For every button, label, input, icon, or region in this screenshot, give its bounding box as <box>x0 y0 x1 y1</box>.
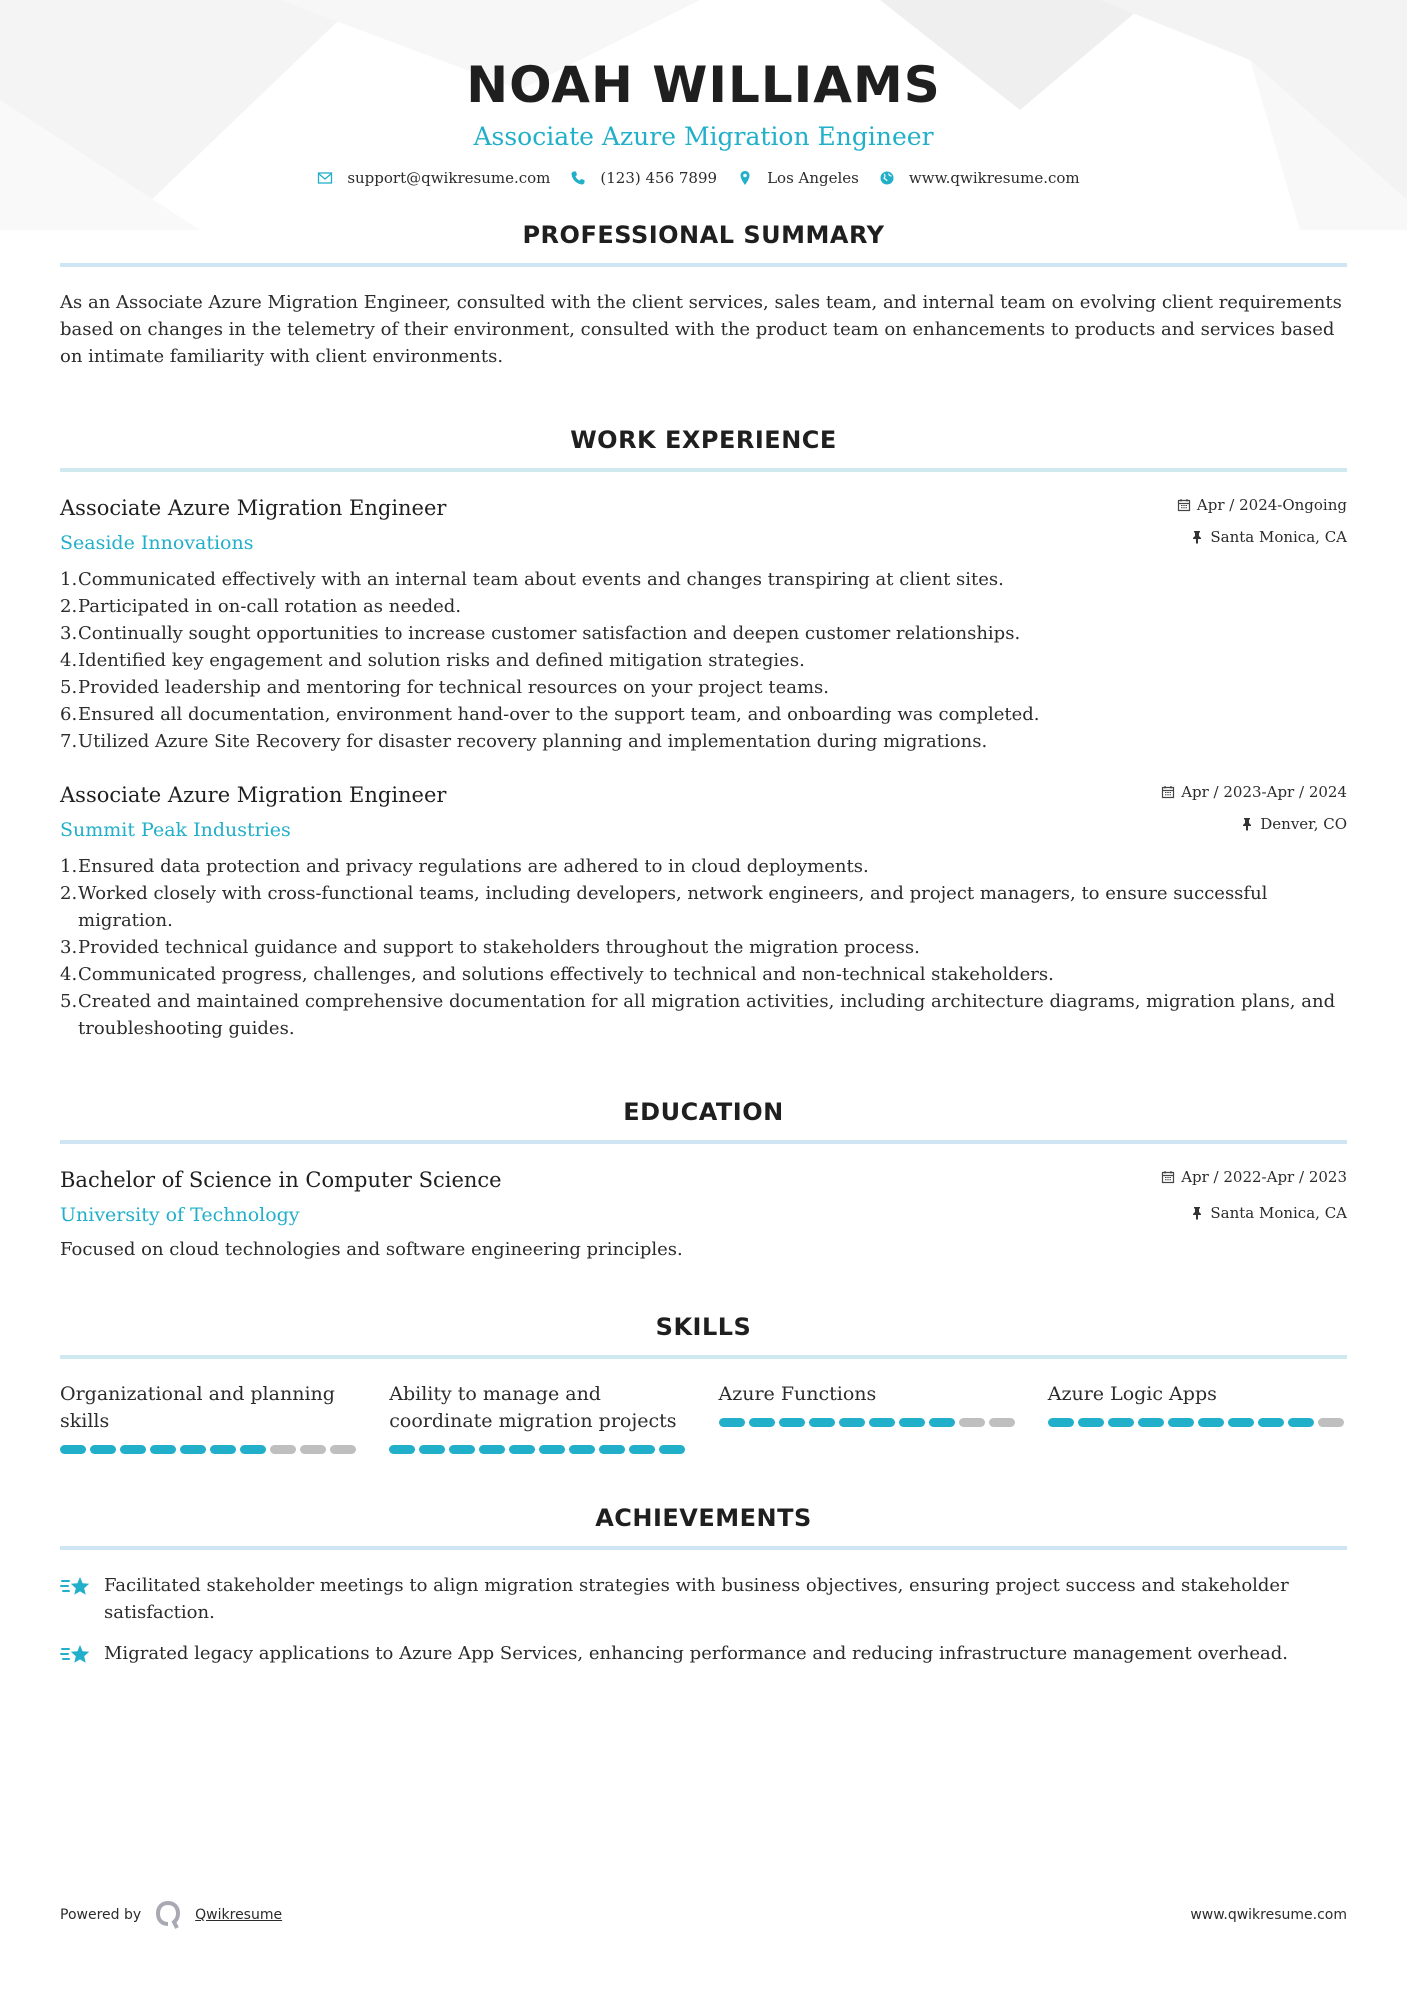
skill-segment-filled <box>929 1418 955 1427</box>
shooting-star-icon <box>60 1642 92 1670</box>
contact-row <box>60 169 1347 187</box>
contact-website[interactable] <box>879 169 1080 187</box>
section-heading-education: EDUCATION <box>623 1098 784 1126</box>
phone-text: (123) 456 7899 <box>600 169 718 187</box>
list-item: 5. Provided leadership and mentoring for technical resources on your project teams. <box>60 677 829 698</box>
job-role: Associate Azure Migration Engineer <box>60 783 447 807</box>
pushpin-icon <box>1190 1206 1204 1220</box>
job-location: Santa Monica, CA <box>1210 528 1347 546</box>
skill-segment-filled <box>1168 1418 1194 1427</box>
school: University of Technology <box>60 1204 300 1226</box>
calendar-icon <box>1161 785 1175 799</box>
skill-segment-filled <box>180 1445 206 1454</box>
skill-segment-filled <box>809 1418 835 1427</box>
achievement-text: Facilitated stakeholder meetings to align migration strategies with business objectives, ensuring project success and stakeholder satisfaction. <box>104 1575 1289 1623</box>
education-section <box>60 1098 1347 1263</box>
skill-segment-filled <box>389 1445 415 1454</box>
skill-segment-filled <box>449 1445 475 1454</box>
skill-name: Azure Functions <box>718 1383 877 1405</box>
candidate-name: NOAH WILLIAMS <box>466 56 941 114</box>
candidate-title: Associate Azure Migration Engineer <box>473 122 934 151</box>
email-text: support@qwikresume.com <box>347 169 551 187</box>
skill-segment-empty <box>330 1445 356 1454</box>
achievement-text: Migrated legacy applications to Azure App Services, enhancing performance and reducing infrastructure management overhead. <box>104 1643 1288 1664</box>
resume-header <box>60 0 1347 187</box>
list-item: 2. Participated in on-call rotation as needed. <box>60 596 462 617</box>
education-dates: Apr / 2022-Apr / 2023 <box>1181 1168 1347 1186</box>
skill-segment-empty <box>300 1445 326 1454</box>
list-item: 3. Continually sought opportunities to increase customer satisfaction and deepen customer relationships. <box>60 623 1021 644</box>
pushpin-icon <box>1190 530 1204 544</box>
skill-segment-filled <box>839 1418 865 1427</box>
skill-level-bar <box>1048 1418 1347 1427</box>
contact-email[interactable] <box>317 169 550 187</box>
skill-segment-filled <box>1288 1418 1314 1427</box>
list-item: 1. Ensured data protection and privacy regulations are adhered to in cloud deployments. <box>60 856 869 877</box>
skill-segment-filled <box>719 1418 745 1427</box>
skill-segment-filled <box>749 1418 775 1427</box>
degree: Bachelor of Science in Computer Science <box>60 1168 502 1192</box>
skill-segment-empty <box>1318 1418 1344 1427</box>
education-entry <box>60 1166 1347 1263</box>
qwikresume-logo-icon <box>155 1900 181 1930</box>
skill-segment-empty <box>989 1418 1015 1427</box>
shooting-star-icon <box>60 1574 92 1602</box>
skill-segment-filled <box>509 1445 535 1454</box>
skill-level-bar <box>60 1445 359 1454</box>
achievement-item <box>60 1572 1347 1626</box>
skill-segment-filled <box>1258 1418 1284 1427</box>
skill-segment-filled <box>240 1445 266 1454</box>
section-divider <box>60 1355 1347 1359</box>
calendar-icon <box>1161 1170 1175 1184</box>
job-company: Seaside Innovations <box>60 532 254 554</box>
section-heading-experience: WORK EXPERIENCE <box>570 426 837 454</box>
section-divider <box>60 468 1347 472</box>
education-location: Santa Monica, CA <box>1210 1204 1347 1222</box>
skill-segment-filled <box>539 1445 565 1454</box>
job-dates: Apr / 2023-Apr / 2024 <box>1181 783 1347 801</box>
list-item: 3. Provided technical guidance and support to stakeholders throughout the migration process. <box>60 937 920 958</box>
website-text: www.qwikresume.com <box>908 169 1080 187</box>
achievement-item <box>60 1640 1347 1670</box>
summary-text: As an Associate Azure Migration Engineer, consulted with the client services, sales team, and internal team on evolving client requirements based on changes in the telemetry of their environment, consulted with the product team on enhancements to products and services based on intimate familiarity with client environments. <box>60 292 1342 367</box>
section-divider <box>60 1140 1347 1144</box>
location-text: Los Angeles <box>767 169 859 187</box>
list-item: 1. Communicated effectively with an internal team about events and changes transpiring at client sites. <box>60 569 1004 590</box>
skill-name: Ability to manage and coordinate migration projects <box>389 1383 677 1432</box>
skills-grid <box>60 1381 1347 1454</box>
summary-section <box>60 221 1347 370</box>
contact-location <box>737 169 859 187</box>
job-bullets <box>60 566 1347 755</box>
list-item: 6. Ensured all documentation, environment hand-over to the support team, and onboarding was completed. <box>60 704 1040 725</box>
skill-level-bar <box>389 1445 688 1454</box>
skill-segment-empty <box>270 1445 296 1454</box>
skill-segment-filled <box>120 1445 146 1454</box>
achievements-section <box>60 1504 1347 1670</box>
job-dates: Apr / 2024-Ongoing <box>1196 496 1347 514</box>
globe-icon <box>879 170 895 186</box>
skill-segment-filled <box>869 1418 895 1427</box>
skill-segment-filled <box>150 1445 176 1454</box>
powered-by <box>60 1900 282 1930</box>
skill-name: Organizational and planning skills <box>60 1383 335 1432</box>
skill-item <box>719 1381 1018 1454</box>
skill-segment-filled <box>659 1445 685 1454</box>
skill-segment-filled <box>419 1445 445 1454</box>
job-location: Denver, CO <box>1260 815 1347 833</box>
calendar-icon <box>1177 498 1191 512</box>
envelope-icon <box>317 170 333 186</box>
skill-segment-filled <box>1108 1418 1134 1427</box>
job-company: Summit Peak Industries <box>60 819 291 841</box>
skill-item <box>389 1381 688 1454</box>
education-description: Focused on cloud technologies and software engineering principles. <box>60 1239 683 1260</box>
page-footer <box>60 1900 1347 1930</box>
skill-segment-filled <box>629 1445 655 1454</box>
skill-segment-filled <box>779 1418 805 1427</box>
skill-segment-filled <box>90 1445 116 1454</box>
skill-segment-filled <box>569 1445 595 1454</box>
skill-segment-filled <box>1078 1418 1104 1427</box>
list-item: 2. Worked closely with cross-functional teams, including developers, network engineers, and project managers, to ensure successful migration. <box>60 883 1268 931</box>
section-divider <box>60 263 1347 267</box>
skills-section <box>60 1313 1347 1454</box>
job-entry <box>60 494 1347 755</box>
skill-item <box>60 1381 359 1454</box>
skill-level-bar <box>719 1418 1018 1427</box>
list-item: 7. Utilized Azure Site Recovery for disaster recovery planning and implementation during migrations. <box>60 731 988 752</box>
qwikresume-link[interactable]: Qwikresume <box>195 1907 283 1923</box>
list-item: 4. Identified key engagement and solution risks and defined mitigation strategies. <box>60 650 805 671</box>
skill-item <box>1048 1381 1347 1454</box>
list-item: 4. Communicated progress, challenges, and solutions effectively to technical and non-technical stakeholders. <box>60 964 1054 985</box>
section-heading-achievements: ACHIEVEMENTS <box>595 1504 812 1532</box>
powered-by-label: Powered by <box>60 1907 142 1923</box>
skill-segment-filled <box>1228 1418 1254 1427</box>
skill-segment-empty <box>959 1418 985 1427</box>
job-entry <box>60 781 1347 1042</box>
footer-url: www.qwikresume.com <box>1190 1907 1347 1923</box>
job-bullets <box>60 853 1347 1042</box>
contact-phone[interactable] <box>570 169 717 187</box>
experience-section <box>60 426 1347 1042</box>
skill-segment-filled <box>479 1445 505 1454</box>
skill-segment-filled <box>1138 1418 1164 1427</box>
section-divider <box>60 1546 1347 1550</box>
job-role: Associate Azure Migration Engineer <box>60 496 447 520</box>
section-heading-summary: PROFESSIONAL SUMMARY <box>522 221 885 249</box>
pushpin-icon <box>1240 817 1254 831</box>
skill-segment-filled <box>1198 1418 1224 1427</box>
skill-segment-filled <box>899 1418 925 1427</box>
section-heading-skills: SKILLS <box>655 1313 752 1341</box>
skill-segment-filled <box>1048 1418 1074 1427</box>
skill-segment-filled <box>599 1445 625 1454</box>
map-marker-icon <box>737 170 753 186</box>
skill-name: Azure Logic Apps <box>1047 1383 1217 1405</box>
skill-segment-filled <box>210 1445 236 1454</box>
skill-segment-filled <box>60 1445 86 1454</box>
phone-icon <box>570 170 586 186</box>
list-item: 5. Created and maintained comprehensive documentation for all migration activities, including architecture diagrams, migration plans, and troubleshooting guides. <box>60 991 1336 1039</box>
